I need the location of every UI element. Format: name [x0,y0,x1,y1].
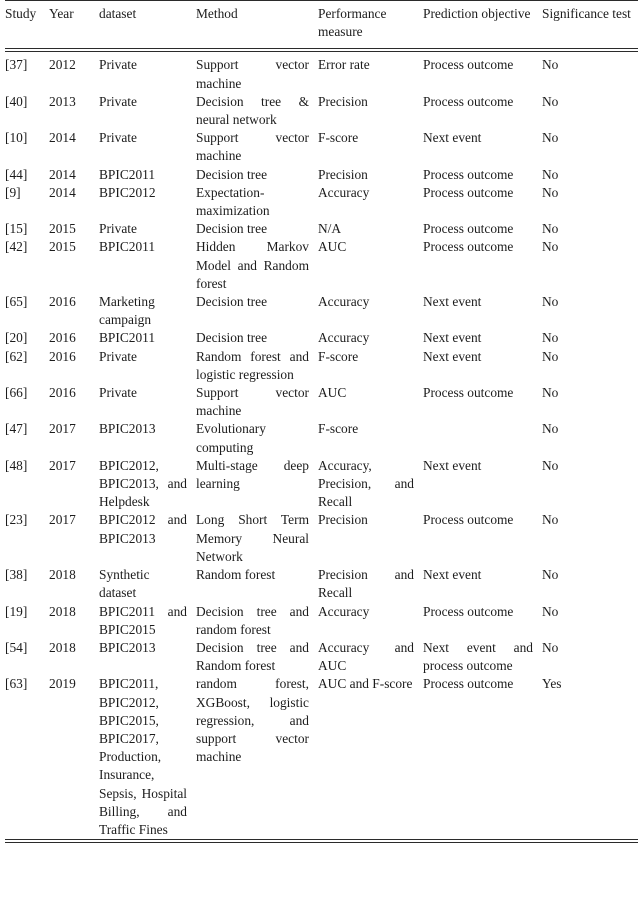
header-row [5,1,638,50]
cell-study: [23] [5,512,28,528]
cell-year: 2017 [49,457,76,473]
cell-prediction-objective: Next event [423,294,482,310]
cell-method: Decision tree [196,221,268,237]
cell-year: 2018 [49,639,76,655]
cell-performance-measure: AUC and F-score [318,676,413,692]
cell-prediction-objective: Process outcome [423,676,514,692]
cell-performance-measure: Accuracy [318,330,370,346]
cell-study: [10] [5,130,28,146]
cell-method: Decision tree [196,294,268,310]
cell-study: [48] [5,457,28,473]
cell-significance-test: No [542,239,559,255]
cell-performance-measure: Accuracy [318,184,370,200]
cell-study: [9] [5,184,21,200]
cell-dataset: BPIC2012 and BPIC2013 [99,512,187,546]
cell-performance-measure: Precision [318,93,368,109]
cell-prediction-objective: Process outcome [423,184,514,200]
cell-prediction-objective: Next event [423,330,482,346]
cell-study: [15] [5,221,28,237]
cell-significance-test: No [542,457,559,473]
cell-study: [63] [5,676,28,692]
cell-study: [38] [5,567,28,583]
cell-method: random forest, XGBoost, logistic regression, and support vector machine [196,676,309,765]
cell-method: Decision tree & neural network [196,93,309,128]
cell-significance-test: No [542,385,559,401]
cell-year: 2016 [49,330,76,346]
cell-prediction-objective: Process outcome [423,221,514,237]
col-header-significance-test: Significance test [542,1,638,50]
cell-significance-test: No [542,166,559,182]
cell-performance-measure: F-score [318,130,359,146]
cell-significance-test: No [542,130,559,146]
cell-method: Evolutionary computing [196,421,266,455]
cell-dataset: Private [99,130,137,146]
table-row [5,50,638,92]
cell-significance-test: No [542,57,559,73]
cell-prediction-objective [423,420,542,456]
cell-performance-measure: AUC [318,239,347,255]
cell-performance-measure: N/A [318,221,342,237]
cell-study: [47] [5,421,28,437]
cell-method: Decision tree [196,166,268,182]
cell-study: [20] [5,330,28,346]
cell-year: 2014 [49,130,76,146]
table-row [5,348,638,384]
cell-dataset: Private [99,385,137,401]
cell-year: 2012 [49,57,76,73]
cell-significance-test: No [542,512,559,528]
cell-year: 2018 [49,567,76,583]
cell-study: [54] [5,639,28,655]
cell-study: [62] [5,348,28,364]
cell-method: Decision tree and random forest [196,603,309,637]
cell-performance-measure: Error rate [318,57,370,73]
cell-method: Support vector machine [196,385,309,419]
table-row [5,238,638,293]
table-row [5,566,638,602]
cell-method: Decision tree [196,330,268,346]
cell-prediction-objective: Next event and process outcome [423,639,533,674]
table-row [5,129,638,165]
cell-study: [66] [5,385,28,401]
cell-performance-measure: Accuracy [318,603,370,619]
col-header-method: Method [196,1,318,50]
cell-significance-test: No [542,93,559,109]
cell-prediction-objective: Process outcome [423,57,514,73]
cell-study: [40] [5,93,28,109]
cell-performance-measure: Accuracy, Precision, and Recall [318,457,414,510]
cell-year: 2016 [49,294,76,310]
table-row [5,384,638,420]
cell-year: 2014 [49,166,76,182]
table-row [5,511,638,566]
cell-performance-measure: Accuracy [318,294,370,310]
cell-performance-measure: Precision and Recall [318,567,414,601]
table-row [5,329,638,347]
cell-dataset: BPIC2011 [99,166,156,182]
cell-year: 2019 [49,676,76,692]
cell-dataset: BPIC2012 [99,184,156,200]
cell-method: Long Short Term Memory Neural Network [196,512,309,564]
cell-significance-test: Yes [542,676,562,692]
table-row [5,457,638,512]
cell-significance-test: No [542,330,559,346]
cell-significance-test: No [542,567,559,583]
cell-dataset: BPIC2011 [99,239,156,255]
cell-performance-measure: AUC [318,385,347,401]
cell-year: 2013 [49,93,76,109]
table-row [5,93,638,129]
cell-method: Random forest and logistic regression [196,348,309,382]
cell-dataset: BPIC2013 [99,639,156,655]
cell-method: Multi-stage deep learning [196,457,309,492]
cell-method: Random forest [196,567,276,583]
table-row [5,293,638,329]
cell-dataset: BPIC2013 [99,421,156,437]
cell-significance-test: No [542,421,559,437]
cell-year: 2014 [49,184,76,200]
table-row [5,184,638,220]
cell-year: 2017 [49,421,76,437]
table-row [5,675,638,839]
cell-performance-measure: F-score [318,421,359,437]
cell-significance-test: No [542,184,559,200]
cell-year: 2015 [49,239,76,255]
cell-prediction-objective: Next event [423,130,482,146]
cell-method: Expectation-maximization [196,184,270,219]
col-header-performance-measure: Performance measure [318,1,423,50]
cell-prediction-objective: Process outcome [423,93,514,109]
studies-table [5,1,638,839]
col-header-study: Study [5,1,49,50]
cell-year: 2017 [49,512,76,528]
cell-study: [42] [5,239,28,255]
cell-prediction-objective: Process outcome [423,603,514,619]
table-body [5,50,638,839]
table-row [5,639,638,675]
cell-significance-test: No [542,348,559,364]
table-row [5,166,638,184]
cell-significance-test: No [542,639,559,655]
table-row [5,420,638,456]
cell-performance-measure: Precision [318,166,368,182]
cell-year: 2018 [49,603,76,619]
table-row [5,220,638,238]
col-header-dataset: dataset [99,1,196,50]
cell-year: 2016 [49,348,76,364]
cell-study: [19] [5,603,28,619]
cell-method: Hidden Markov Model and Random forest [196,239,309,291]
cell-performance-measure: Precision [318,512,368,528]
cell-study: [44] [5,166,28,182]
cell-prediction-objective: Process outcome [423,166,514,182]
cell-prediction-objective: Process outcome [423,512,514,528]
cell-dataset: Private [99,348,137,364]
cell-performance-measure: F-score [318,348,359,364]
cell-dataset: BPIC2011, BPIC2012, BPIC2015, BPIC2017, Production, Insurance, Sepsis, Hospital Billing, and Traffic Fines [99,676,187,837]
cell-prediction-objective: Process outcome [423,385,514,401]
col-header-year: Year [49,1,99,50]
cell-significance-test: No [542,221,559,237]
cell-prediction-objective: Next event [423,457,482,473]
cell-dataset: Synthetic dataset [99,567,150,601]
cell-prediction-objective: Process outcome [423,239,514,255]
cell-dataset: Marketing campaign [99,294,155,328]
cell-prediction-objective: Next event [423,567,482,583]
cell-method: Support vector machine [196,130,309,164]
cell-study: [65] [5,294,28,310]
cell-performance-measure: Accuracy and AUC [318,639,414,674]
cell-method: Support vector machine [196,57,309,91]
cell-significance-test: No [542,294,559,310]
cell-year: 2015 [49,221,76,237]
cell-study: [37] [5,57,28,73]
cell-dataset: Private [99,57,137,73]
cell-dataset: BPIC2011 [99,330,156,346]
cell-dataset: Private [99,221,137,237]
cell-prediction-objective: Next event [423,348,482,364]
cell-dataset: BPIC2011 and BPIC2015 [99,603,187,637]
cell-dataset: BPIC2012, BPIC2013, and Helpdesk [99,457,187,510]
literature-review-table [5,0,638,843]
cell-significance-test: No [542,603,559,619]
cell-method: Decision tree and Random forest [196,639,309,674]
table-row [5,603,638,639]
cell-year: 2016 [49,385,76,401]
col-header-prediction-objective: Prediction objective [423,1,542,50]
cell-dataset: Private [99,93,137,109]
